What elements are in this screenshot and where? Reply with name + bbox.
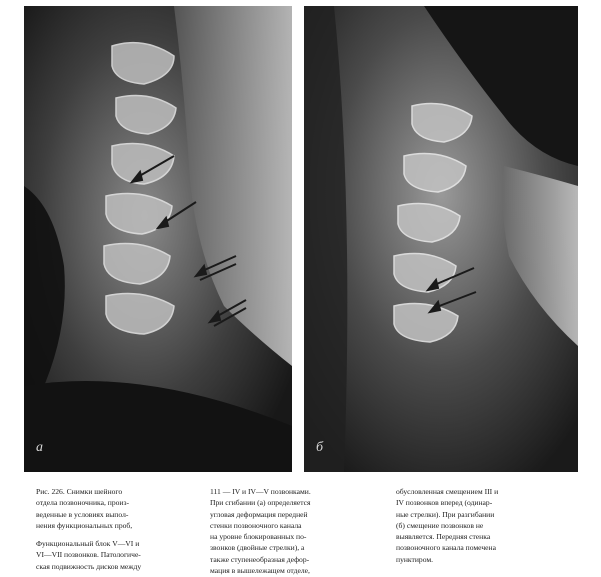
caption-line: звонков (двойные стрелки), а <box>210 543 305 553</box>
caption-column-3 <box>396 486 498 565</box>
caption-line: пунктиром. <box>396 554 434 564</box>
caption-gap <box>36 531 141 538</box>
caption-line: Функциональный блок V—VI и <box>36 539 140 549</box>
caption-line: веденные в условиях выпол- <box>36 509 129 519</box>
caption-line: IV позвонков вперед (одинар- <box>396 498 493 508</box>
caption-line: обусловленная смещением III и <box>396 487 499 496</box>
caption-line: стенки позвоночного канала <box>210 520 302 530</box>
caption-line: 111 — IV и IV—V позвонками. <box>210 487 311 496</box>
caption-line: отдела позвоночника, произ- <box>36 498 130 508</box>
xray-panel-b <box>304 6 578 472</box>
caption-line: (б) смещение позвонков не <box>396 520 484 530</box>
caption-line: Рис. 226. Снимки шейного <box>36 487 123 496</box>
caption-line: позвоночного канала помечена <box>396 543 496 553</box>
caption-line: ская подвижность дисков между <box>36 561 142 571</box>
xray-image-flexion <box>24 6 292 472</box>
caption-column-1 <box>36 486 141 572</box>
panel-label-a: а <box>36 440 43 455</box>
caption-line: VI—VII позвонков. Патологиче- <box>36 550 141 560</box>
xray-panel-a <box>24 6 292 472</box>
panel-label-b: б <box>316 440 324 455</box>
caption-line: При сгибании (а) определяется <box>210 498 311 508</box>
caption-line: нения функциональных проб, <box>36 520 133 530</box>
caption-line: мация в вышележащем отделе, <box>210 566 310 576</box>
caption-line: на уровне блокированных по- <box>210 532 307 542</box>
caption-line: ные стрелки). При разгибании <box>396 509 495 519</box>
caption-line: выявляется. Передняя стенка <box>396 532 491 542</box>
caption-column-2 <box>210 486 311 576</box>
caption-line: также ступенеобразная дефор- <box>210 554 310 564</box>
xray-image-extension <box>304 6 578 472</box>
caption-line: угловая деформация передней <box>210 509 308 519</box>
